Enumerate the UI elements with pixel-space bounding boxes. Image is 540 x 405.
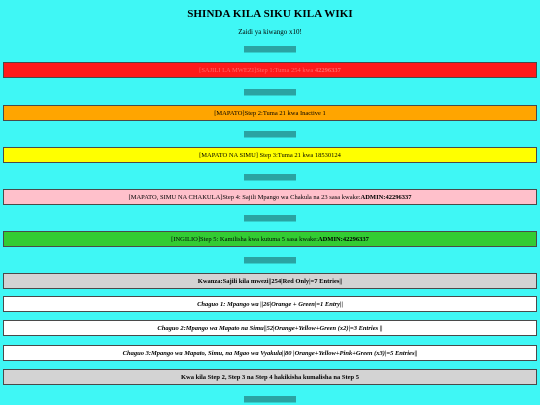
step-2-bar[interactable] xyxy=(3,105,537,121)
separator: |||||||||||||||||||||||||||||||||||||||||||||||||||| xyxy=(243,88,297,96)
step-5-code: ADMIN:42296337 xyxy=(317,236,369,243)
step-1-code: 42296337 xyxy=(314,67,341,74)
choice-2-bar[interactable] xyxy=(3,320,537,336)
choice-1-text: Chaguo 1: Mpango wa ||26|Orange + Green|=1 Entry|| xyxy=(197,301,343,308)
step-4-bar[interactable] xyxy=(3,189,537,205)
separator: |||||||||||||||||||||||||||||||||||||||||||||||||||| xyxy=(243,214,297,222)
summary-footer-text: Kwa kila Step 2, Step 3 na Step 4 hakikisha kumalisha na Step 5 xyxy=(180,374,360,381)
separator: |||||||||||||||||||||||||||||||||||||||||||||||||||| xyxy=(243,45,297,53)
step-4-code: ADMIN:42296337 xyxy=(360,194,412,201)
page-subtitle: Zaidi ya kiwango x10! xyxy=(238,28,302,36)
step-3-bar[interactable] xyxy=(3,147,537,163)
choice-1-bar[interactable] xyxy=(3,296,537,312)
choice-2-text: Chaguo 2:Mpango wa Mapato na Simu||52|Orange+Yellow+Green (x2)|=3 Entries || xyxy=(157,325,383,332)
separator: |||||||||||||||||||||||||||||||||||||||||||||||||||| xyxy=(243,130,297,138)
step-2-text: [MAPATO]Step 2:Tuma 21 kwa Inactive 1 xyxy=(214,110,326,117)
summary-footer-bar xyxy=(3,369,537,385)
step-1-text: [SAJILI LA MWEZI]Step 1:Tuma 254 kwa xyxy=(199,67,315,74)
summary-start-text: Kwanza:Sajili kila mwezi||254|Red Only|=7 Entries|| xyxy=(197,278,343,285)
summary-start-bar xyxy=(3,273,537,289)
choice-3-bar[interactable] xyxy=(3,345,537,361)
step-4-text: [MAPATO, SIMU NA CHAKULA]Step 4: Sajili Mpango wa Chakula na 23 sasa kwake: xyxy=(128,194,361,201)
page-title: SHINDA KILA SIKU KILA WIKI xyxy=(187,8,353,20)
separator: |||||||||||||||||||||||||||||||||||||||||||||||||||| xyxy=(243,256,297,264)
step-1-bar[interactable] xyxy=(3,62,537,78)
separator: |||||||||||||||||||||||||||||||||||||||||||||||||||| xyxy=(243,173,297,181)
choice-3-text: Chaguo 3:Mpango wa Mapato, Simu, na Mgao wa Vyakula||80 |Orange+Yellow+Pink+Green (x3)|=5 Entries|| xyxy=(122,350,418,357)
step-5-text: [INGILIO]Step 5: Kamilisha kwa kutuma 5 sasa kwake: xyxy=(171,236,318,243)
separator: |||||||||||||||||||||||||||||||||||||||||||||||||||| xyxy=(243,395,297,403)
step-5-bar[interactable] xyxy=(3,231,537,247)
step-3-text: [MAPATO NA SIMU] Step 3:Tuma 21 kwa 18530124 xyxy=(199,152,341,159)
